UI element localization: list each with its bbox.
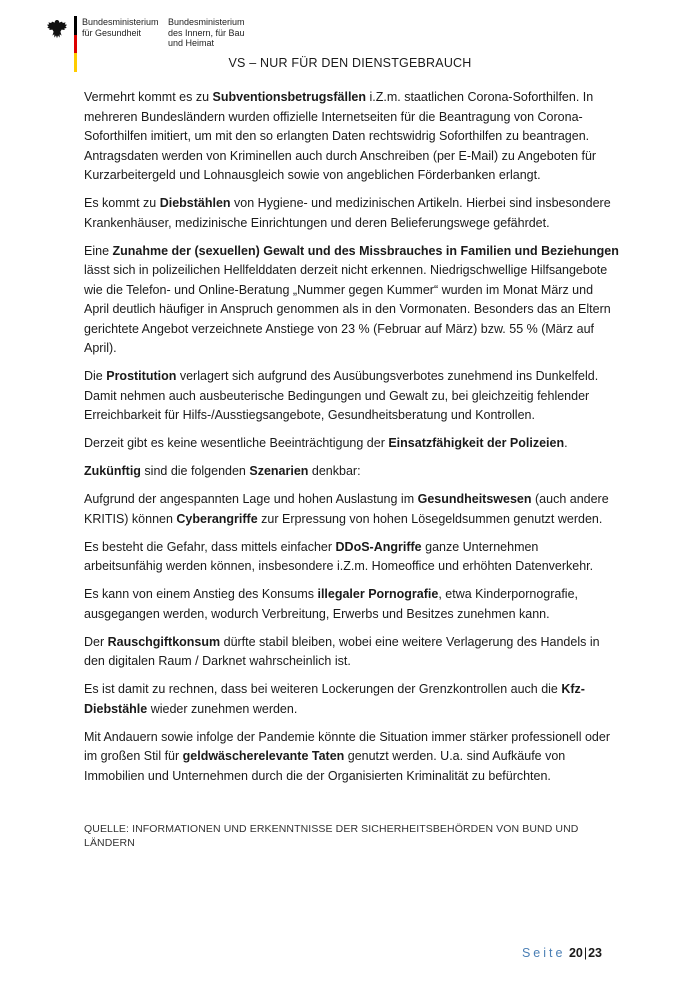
bold-term: Prostitution — [106, 369, 177, 383]
flag-stripe-red — [74, 35, 77, 54]
text-run: Es ist damit zu rechnen, dass bei weiteren Lockerungen der Grenzkontrollen auch die — [84, 682, 562, 696]
bold-term: Einsatzfähigkeit der Polizeien — [388, 436, 565, 450]
text-run: Es kann von einem Anstieg des Konsums — [84, 587, 318, 601]
page-label: Seite — [521, 946, 566, 960]
bold-term: illegaler Pornografie — [317, 587, 439, 601]
text-run: Die — [84, 369, 107, 383]
text-run: , etwa Kinderpornografie, ausgegangen werden, wodurch Verbreitung, Erwerbs und Besitzes zunehmen kann. — [84, 587, 579, 621]
page-total: 23 — [588, 946, 602, 960]
paragraph — [84, 490, 619, 529]
flag-stripe-black — [74, 16, 77, 35]
document-body — [84, 88, 619, 795]
bold-term: Rauschgiftkonsum — [107, 634, 221, 649]
paragraph — [84, 633, 619, 672]
paragraph — [84, 462, 619, 482]
text-run: Mit Andauern sowie infolge der Pandemie könnte die Situation immer stärker professionell oder im großen Stil für — [84, 729, 610, 763]
text-run: Es kommt zu — [84, 196, 160, 210]
text-run: . — [564, 436, 568, 450]
bold-term: Kfz-Diebstähle — [84, 682, 585, 716]
paragraph — [84, 242, 619, 359]
paragraph — [84, 585, 619, 624]
paragraph — [84, 728, 619, 787]
ministry-name-interior: Bundesministerium des Innern, für Bau und Heimat — [168, 17, 245, 48]
paragraph — [84, 434, 619, 454]
ministry-name-health: Bundesministerium für Gesundheit — [82, 17, 159, 38]
classification-label: VS – NUR FÜR DEN DIENSTGEBRAUCH — [228, 56, 472, 70]
text-run: von Hygiene- und medizinischen Artikeln. Hierbei sind insbesondere Krankenhäuser, medizinische Einrichtungen und deren Belieferungswege gefährdet. — [84, 196, 611, 230]
text-run: ganze Unternehmen arbeitsunfähig werden können, insbesondere i.Z.m. Homeoffice und erhöhten Datenverkehr. — [84, 539, 594, 573]
page-current: 20 — [568, 946, 583, 960]
page-footer — [522, 946, 602, 960]
text-run: wieder zunehmen werden. — [147, 701, 298, 716]
bold-term: Zunahme der (sexuellen) Gewalt und des Missbrauches in Familien und Beziehungen — [112, 243, 619, 258]
bold-term: Subventionsbetrugsfällen — [212, 90, 367, 104]
bold-term: Szenarien — [249, 464, 309, 478]
bold-term: geldwäscherelevante Taten — [182, 749, 345, 763]
text-run: zur Erpressung von hohen Lösegeldsummen genutzt werden. — [257, 511, 603, 526]
text-run: genutzt werden. U.a. sind Aufkäufe von Immobilien und Unternehmen durch die der Organisierten Kriminalität zu befürchten. — [84, 749, 566, 783]
text-run: Es besteht die Gefahr, dass mittels einfacher — [84, 539, 336, 554]
paragraph — [84, 680, 619, 719]
text-run: Aufgrund der angespannten Lage und hohen Auslastung im — [84, 492, 418, 506]
bold-term: Cyberangriffe — [176, 511, 258, 526]
paragraph — [84, 88, 619, 186]
federal-eagle-icon — [46, 18, 68, 40]
text-run: (auch andere KRITIS) können — [84, 492, 609, 526]
text-run: verlagert sich aufgrund des Ausübungsverbotes zunehmend ins Dunkelfeld. Damit nehmen auch ausbeuterische Bedingungen und Gewalt zu, bei gleichzeitig fehlender Erreichbarkeit für Hilfs-/Ausstiegsangebote, Gesundheitsberatung und Kontrollen. — [84, 369, 599, 422]
paragraph — [84, 538, 619, 577]
text-run: i.Z.m. staatlichen Corona-Soforthilfen. In mehreren Bundesländern wurden offizielle Internetseiten für die Beantragung von Corona-Soforthilfen imitiert, um mit den so erlangten Daten rechtswidrig Soforthilfen zu beantragen. Antragsdaten werden von Kriminellen auch durch Anschreiben (per E-Mail) zu Angeboten für Kurzarbeitergeld und Lohnausgleich sowie von angeblichen Förderbanken erlangt. — [84, 90, 597, 182]
bold-term: Diebstählen — [159, 196, 231, 210]
source-note: QUELLE: INFORMATIONEN UND ERKENNTNISSE DER SICHERHEITSBEHÖRDEN VON BUND UND LÄNDERN — [84, 823, 579, 849]
page-separator: | — [583, 946, 588, 960]
text-run: dürfte stabil bleiben, wobei eine weitere Verlagerung des Handels in den digitalen Raum / Darknet wahrscheinlich ist. — [84, 634, 600, 668]
text-run: Eine — [84, 243, 113, 258]
paragraph — [84, 194, 619, 233]
text-run: Vermehrt kommt es zu — [84, 90, 213, 104]
bold-term: DDoS-Angriffe — [335, 539, 422, 554]
bold-term: Gesundheitswesen — [417, 492, 532, 506]
text-run: Der — [84, 634, 108, 649]
bold-term: Zukünftig — [84, 464, 141, 478]
text-run: denkbar: — [308, 464, 361, 478]
text-run: sind die folgenden — [140, 464, 250, 478]
paragraph — [84, 367, 619, 426]
text-run: Derzeit gibt es keine wesentliche Beeinträchtigung der — [84, 436, 389, 450]
text-run: lässt sich in polizeilichen Hellfelddaten derzeit nicht erkennen. Niedrigschwellige Hilfsangebote wie die Telefon- und Online-Beratung „Nummer gegen Kummer“ wurden im Monat März und April deutlich häufiger in Anspruch genommen als in den Vormonaten. Besonders das an Eltern gerichtete Angebot verzeichnete Anstiege von 23 % (Februar auf März) bzw. 55 % (März auf April). — [84, 263, 611, 355]
